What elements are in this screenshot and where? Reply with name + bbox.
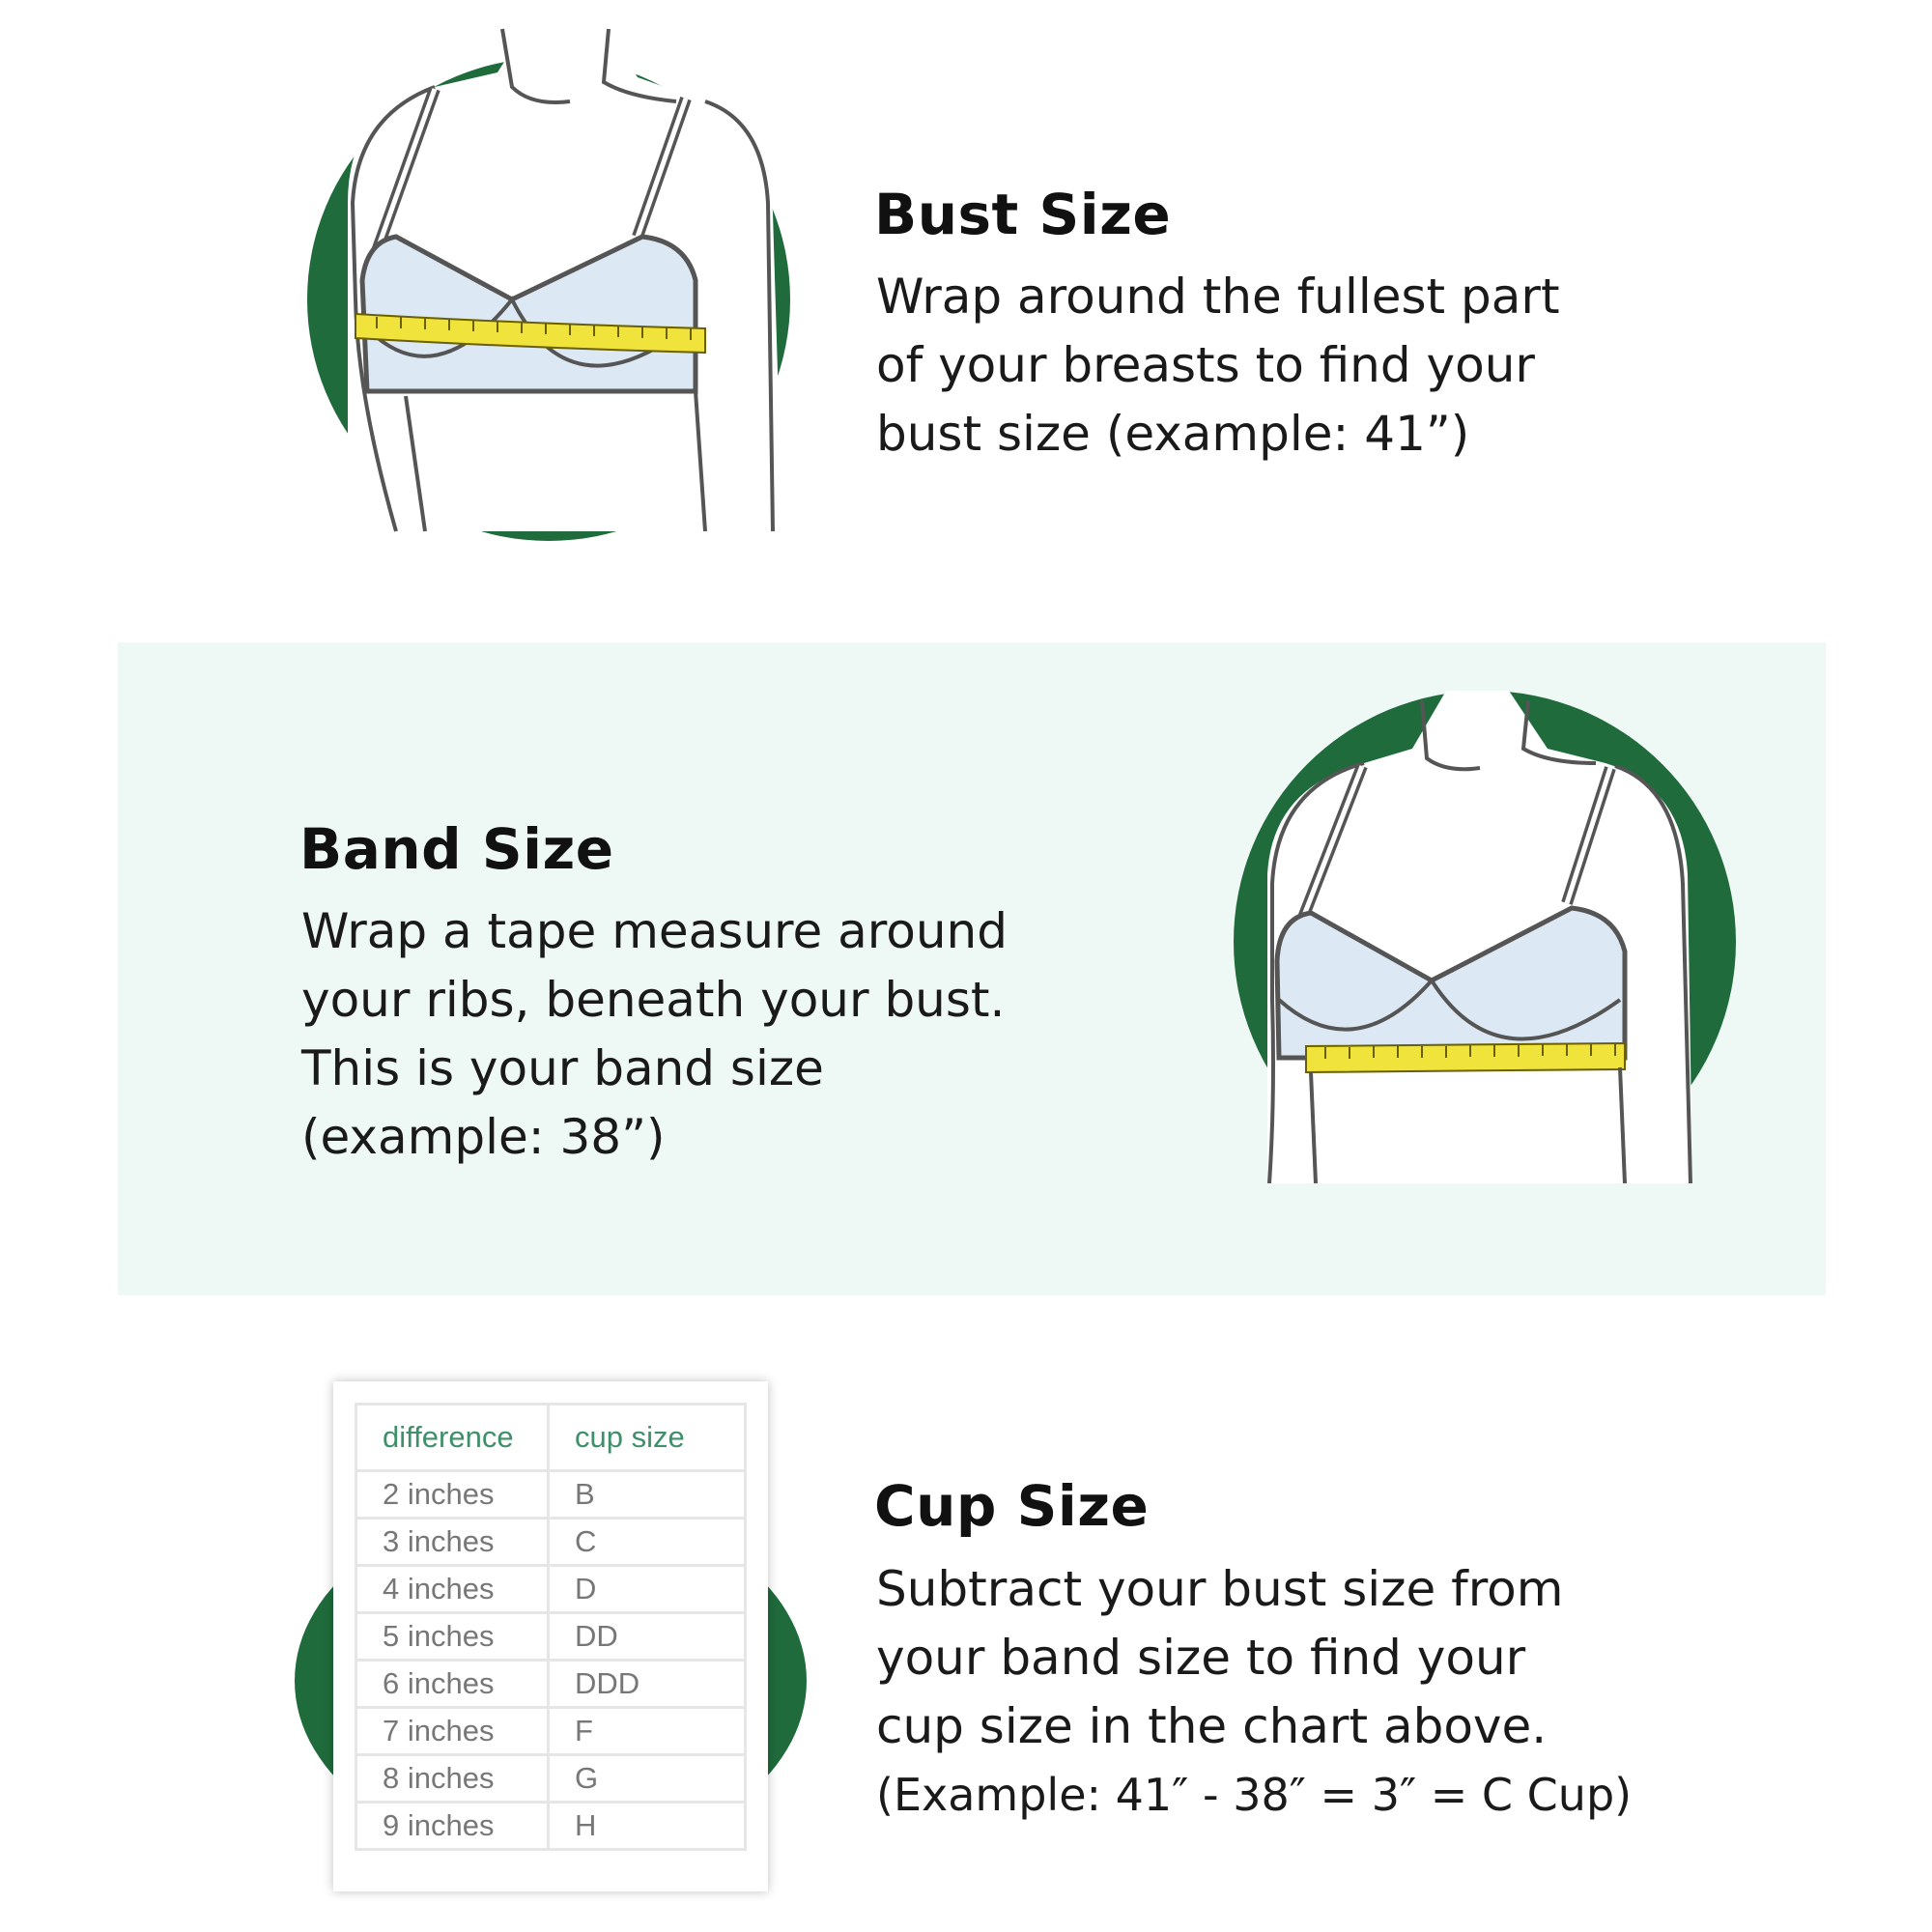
table-row: [356, 1803, 746, 1850]
band-line-3: This is your band size: [301, 1040, 824, 1096]
difference-cell: 6 inches: [356, 1661, 549, 1708]
table-row: [356, 1566, 746, 1613]
bust-line-1: Wrap around the fullest part: [876, 269, 1560, 325]
difference-cell: 4 inches: [356, 1566, 549, 1613]
cup-cell: DDD: [549, 1661, 746, 1708]
table-row: [356, 1708, 746, 1755]
table-header-row: [356, 1405, 746, 1471]
cup-line-3: cup size in the chart above.: [876, 1698, 1548, 1754]
difference-cell: 5 inches: [356, 1613, 549, 1661]
cup-cell: B: [549, 1471, 746, 1519]
bust-section: [0, 0, 1932, 580]
cup-description: [876, 1555, 1632, 1830]
bust-title: Bust Size: [874, 182, 1172, 247]
table-row: [356, 1519, 746, 1566]
band-line-4: (example: 38”): [301, 1109, 666, 1165]
bust-line-3: bust size (example: 41”): [876, 406, 1470, 462]
bust-description: [876, 263, 1560, 469]
cup-size-table: [355, 1403, 747, 1851]
cup-cell: F: [549, 1708, 746, 1755]
band-description: [301, 897, 1008, 1172]
band-title: Band Size: [299, 816, 614, 882]
table-row: [356, 1471, 746, 1519]
band-line-1: Wrap a tape measure around: [301, 903, 1008, 959]
difference-cell: 2 inches: [356, 1471, 549, 1519]
band-line-2: your ribs, beneath your bust.: [301, 972, 1006, 1028]
header-cup-size: cup size: [549, 1405, 746, 1471]
difference-cell: 9 inches: [356, 1803, 549, 1850]
difference-cell: 3 inches: [356, 1519, 549, 1566]
band-measure-illustration: [1219, 681, 1741, 1183]
cup-line-1: Subtract your bust size from: [876, 1561, 1564, 1617]
cup-title: Cup Size: [874, 1473, 1150, 1539]
difference-cell: 8 inches: [356, 1755, 549, 1803]
header-difference: difference: [356, 1405, 549, 1471]
table-row: [356, 1661, 746, 1708]
cup-cell: G: [549, 1755, 746, 1803]
cup-cell: DD: [549, 1613, 746, 1661]
bust-line-2: of your breasts to find your: [876, 337, 1535, 393]
bust-measure-illustration: [280, 10, 821, 551]
difference-cell: 7 inches: [356, 1708, 549, 1755]
cup-size-chart: [333, 1381, 768, 1891]
cup-example: (Example: 41″ - 38″ = 3″ = C Cup): [876, 1769, 1633, 1821]
cup-cell: D: [549, 1566, 746, 1613]
cup-line-2: your band size to find your: [876, 1630, 1526, 1686]
table-row: [356, 1755, 746, 1803]
table-row: [356, 1613, 746, 1661]
band-section: [118, 642, 1826, 1295]
cup-cell: C: [549, 1519, 746, 1566]
cup-cell: H: [549, 1803, 746, 1850]
